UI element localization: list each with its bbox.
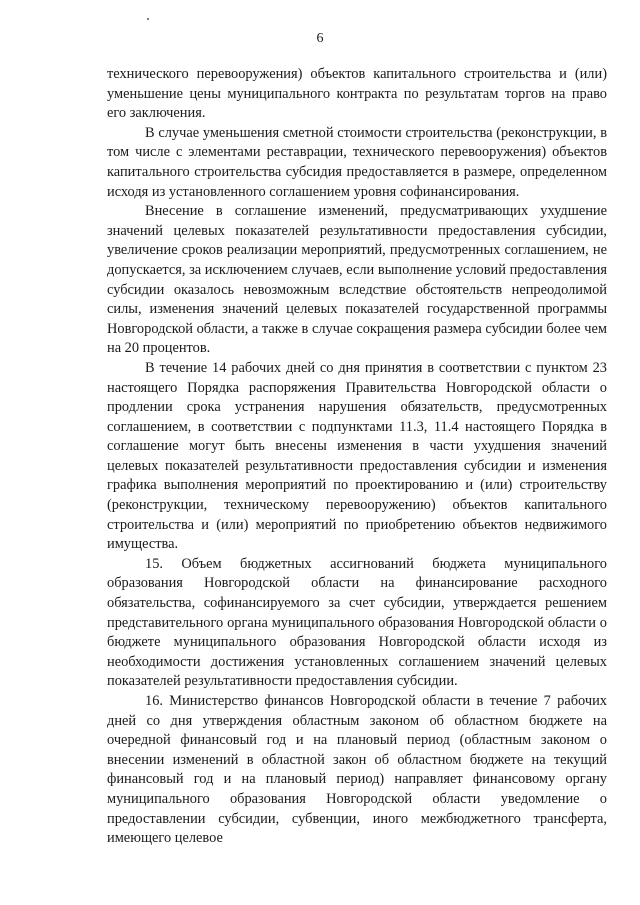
scan-speck (147, 18, 149, 20)
paragraph-item-16: 16. Министерство финансов Новгородской области в течение 7 рабочих дней со дня утверждения областным законом об областном бюджете на очередной финансовый год и на плановый период (областным законом о внесении изменений в областной закон об областном бюджете на текущий финансовый год и на плановый период) направляет финансовому органу муниципального образования Новгородской области уведомление о предоставлении субсидии, субвенции, иного межбюджетного трансферта, имеющего целевое (107, 693, 607, 847)
document-body (107, 65, 607, 849)
paragraph-agreement-changes: Внесение в соглашение изменений, предусматривающих ухудшение значений целевых показателей результативности предоставления субсидии, увеличение сроков реализации мероприятий, предусмотренных соглашением, не допускается, за исключением случаев, если выполнение условий предоставления субсидии оказалось невозможным вследствие обстоятельств непреодолимой силы, изменения значений целевых показателей государственной программы Новгородской области, а также в случае сокращения размера субсидии более чем на 20 процентов. (107, 203, 607, 357)
page-number: 6 (316, 31, 324, 46)
paragraph-cost-reduction: В случае уменьшения сметной стоимости строительства (реконструкции, в том числе с элементами реставрации, технического перевооружения) объектов капитального строительства субсидия предоставляется в размере, определенном исходя из установленного соглашением уровня софинансирования. (107, 124, 607, 200)
paragraph-item-15: 15. Объем бюджетных ассигнований бюджета муниципального образования Новгородской области на финансирование расходного обязательства, софинансируемого за счет субсидии, утверждается решением представительного органа муниципального образования Новгородской области о бюджете муниципального образования Новгородской области исходя из необходимости достижения установленных соглашением значений целевых показателей результативности предоставления субсидии. (107, 555, 607, 690)
paragraph-14-days: В течение 14 рабочих дней со дня принятия в соответствии с пунктом 23 настоящего Порядка распоряжения Правительства Новгородской области о продлении срока устранения нарушения обязательств, предусмотренных соглашением, в соответствии с подпунктами 11.3, 11.4 настоящего Порядка в соглашение могут быть внесены изменения в части ухудшения значений целевых показателей результативности предоставления субсидии и изменения графика выполнения мероприятий по проектированию и (или) строительству (реконструкции, техническому перевооружению) объектов капитального строительства и (или) мероприятий по приобретению объектов недвижимого имущества. (107, 359, 607, 553)
paragraph-continuation: технического перевооружения) объектов капитального строительства и (или) уменьшение цены муниципального контракта по результатам торгов на право его заключения. (107, 66, 607, 122)
